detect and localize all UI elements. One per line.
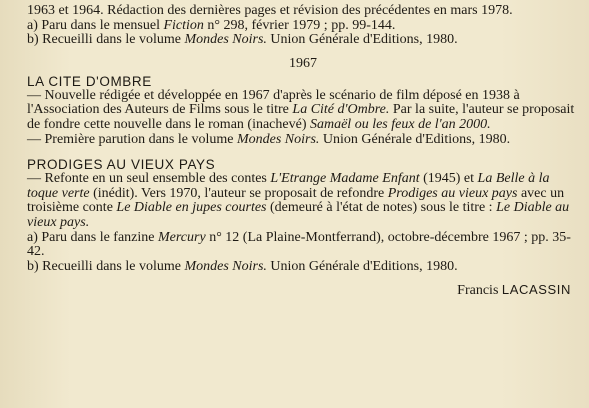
- edition-text: — Première parution dans le volume: [27, 131, 237, 147]
- edition-details: Union Générale d'Editions, 1980.: [319, 131, 511, 147]
- year-heading: 1967: [289, 55, 317, 71]
- intro-publication-b: [27, 33, 579, 48]
- section-prodiges: [27, 157, 579, 274]
- work-title: L'Etrange Madame Enfant: [270, 171, 420, 187]
- description-text: (demeuré à l'état de notes) sous le titre :: [266, 200, 497, 216]
- section-title: LA CITE D'OMBRE: [27, 73, 152, 89]
- author-signature: [27, 282, 579, 299]
- description-text: — Refonte en un seul ensemble des contes: [27, 171, 271, 187]
- book-title: Mondes Noirs.: [184, 258, 267, 274]
- book-title: Mondes Noirs.: [184, 32, 267, 48]
- work-title: Le Diable au vieux pays.: [27, 200, 570, 230]
- description-text: avec un troisième conte: [27, 185, 565, 216]
- publication-label: a) Paru dans le fanzine: [27, 229, 158, 245]
- section-first-edition: [27, 133, 579, 148]
- section-publication-b: [27, 260, 579, 275]
- section-cite-ombre: [27, 74, 579, 147]
- publication-details: n° 298, février 1979 ; pp. 99-144.: [203, 17, 396, 33]
- publication-label: b) Recueilli dans le volume: [27, 258, 185, 274]
- publication-details: Union Générale d'Editions, 1980.: [266, 258, 458, 274]
- author-first-name: Francis: [457, 283, 499, 299]
- intro-text: 1963 et 1964. Rédaction des dernières pages et révision des précédentes en mars 1978.: [27, 3, 513, 18]
- work-title: La Belle à la toque verte: [27, 171, 550, 201]
- publication-details: n° 12 (La Plaine-Montferrand), octobre-décembre 1967 ; pp. 35-42.: [27, 229, 571, 260]
- section-description: [27, 89, 579, 133]
- journal-title: Fiction: [163, 17, 204, 33]
- description-text: (1945) et: [419, 171, 478, 187]
- description-text: (inédit). Vers 1970, l'auteur se proposait de refondre: [89, 185, 388, 201]
- book-title: Mondes Noirs.: [236, 131, 320, 147]
- novel-title: Samaël ou les feux de l'an 2000.: [309, 116, 491, 132]
- journal-title: Mercury: [158, 229, 206, 245]
- description-text: — Nouvelle rédigée et développée en 1967 d'après le scénario de film déposé en 1938 à l'Association des Auteurs de Films sous le titre: [27, 87, 520, 118]
- work-title: Le Diable en jupes courtes: [116, 200, 267, 216]
- work-title: Prodiges au vieux pays: [387, 185, 518, 201]
- publication-details: Union Générale d'Editions, 1980.: [266, 32, 458, 48]
- section-publication-a: [27, 231, 579, 260]
- description-text: Par la suite, l'auteur se proposait de fondre cette nouvelle dans le roman (inachevé): [27, 102, 575, 132]
- section-description: [27, 172, 579, 230]
- intro-publication-a: [27, 19, 579, 34]
- author-last-name: LACASSIN: [501, 282, 571, 298]
- publication-label: b) Recueilli dans le volume: [27, 32, 185, 48]
- intro-paragraph: [27, 4, 579, 19]
- section-gap: [27, 147, 579, 157]
- work-title: La Cité d'Ombre.: [292, 102, 390, 118]
- publication-label: a) Paru dans le mensuel: [27, 17, 164, 33]
- section-title: PRODIGES AU VIEUX PAYS: [27, 157, 216, 173]
